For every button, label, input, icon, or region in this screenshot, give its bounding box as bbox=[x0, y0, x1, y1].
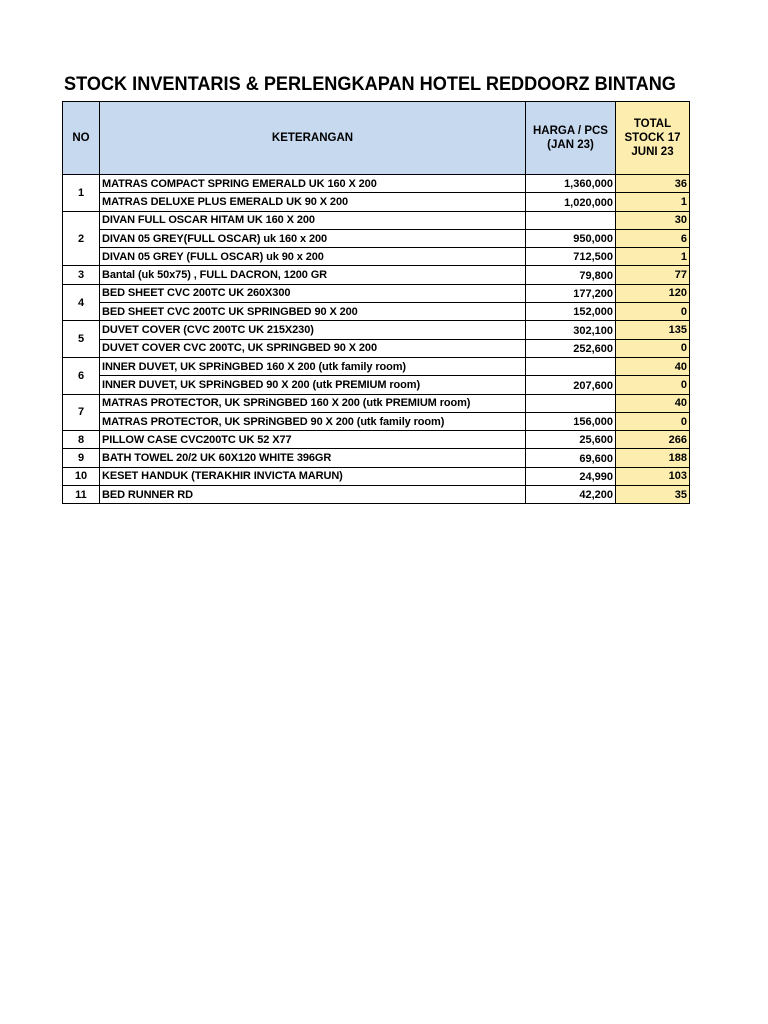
item-price: 156,000 bbox=[526, 412, 616, 430]
item-price: 252,600 bbox=[526, 339, 616, 357]
header-harga: HARGA / PCS (JAN 23) bbox=[526, 102, 616, 175]
item-number: 1 bbox=[63, 175, 100, 212]
item-price bbox=[526, 394, 616, 412]
table-row bbox=[63, 193, 690, 211]
item-description: BED SHEET CVC 200TC UK 260X300 bbox=[100, 284, 526, 302]
item-stock: 1 bbox=[616, 193, 690, 211]
item-price: 207,600 bbox=[526, 376, 616, 394]
item-number: 5 bbox=[63, 321, 100, 358]
item-price: 42,200 bbox=[526, 486, 616, 504]
table-row bbox=[63, 284, 690, 302]
table-row bbox=[63, 376, 690, 394]
item-price: 712,500 bbox=[526, 248, 616, 266]
item-stock: 30 bbox=[616, 211, 690, 229]
table-row bbox=[63, 394, 690, 412]
item-description: BED RUNNER RD bbox=[100, 486, 526, 504]
table-row bbox=[63, 357, 690, 375]
item-stock: 0 bbox=[616, 303, 690, 321]
item-price: 79,800 bbox=[526, 266, 616, 284]
table-row bbox=[63, 412, 690, 430]
header-keterangan: KETERANGAN bbox=[100, 102, 526, 175]
item-price: 24,990 bbox=[526, 467, 616, 485]
item-stock: 0 bbox=[616, 339, 690, 357]
table-row bbox=[63, 321, 690, 339]
item-stock: 0 bbox=[616, 412, 690, 430]
item-stock: 35 bbox=[616, 486, 690, 504]
item-description: DUVET COVER CVC 200TC, UK SPRINGBED 90 X 200 bbox=[100, 339, 526, 357]
item-description: DUVET COVER (CVC 200TC UK 215X230) bbox=[100, 321, 526, 339]
table-row bbox=[63, 339, 690, 357]
item-price: 1,020,000 bbox=[526, 193, 616, 211]
item-stock: 120 bbox=[616, 284, 690, 302]
header-no: NO bbox=[63, 102, 100, 175]
item-description: DIVAN 05 GREY (FULL OSCAR) uk 90 x 200 bbox=[100, 248, 526, 266]
item-number: 6 bbox=[63, 357, 100, 394]
item-price: 950,000 bbox=[526, 229, 616, 247]
item-stock: 36 bbox=[616, 175, 690, 193]
item-description: INNER DUVET, UK SPRiNGBED 160 X 200 (utk family room) bbox=[100, 357, 526, 375]
header-stock: TOTAL STOCK 17 JUNI 23 bbox=[616, 102, 690, 175]
item-stock: 6 bbox=[616, 229, 690, 247]
table-row bbox=[63, 449, 690, 467]
item-price: 25,600 bbox=[526, 431, 616, 449]
item-price: 152,000 bbox=[526, 303, 616, 321]
item-number: 4 bbox=[63, 284, 100, 321]
item-price: 177,200 bbox=[526, 284, 616, 302]
table-row bbox=[63, 431, 690, 449]
item-description: MATRAS DELUXE PLUS EMERALD UK 90 X 200 bbox=[100, 193, 526, 211]
item-stock: 135 bbox=[616, 321, 690, 339]
sheet-title: STOCK INVENTARIS & PERLENGKAPAN HOTEL REDDOORZ BINTANG bbox=[64, 73, 676, 95]
item-description: MATRAS PROTECTOR, UK SPRiNGBED 90 X 200 (utk family room) bbox=[100, 412, 526, 430]
item-number: 10 bbox=[63, 467, 100, 485]
inventory-table bbox=[62, 101, 690, 504]
item-description: KESET HANDUK (TERAKHIR INVICTA MARUN) bbox=[100, 467, 526, 485]
item-price bbox=[526, 357, 616, 375]
item-number: 9 bbox=[63, 449, 100, 467]
table-row bbox=[63, 486, 690, 504]
table-row bbox=[63, 248, 690, 266]
title-container bbox=[64, 70, 689, 98]
item-stock: 188 bbox=[616, 449, 690, 467]
item-description: MATRAS PROTECTOR, UK SPRiNGBED 160 X 200 (utk PREMIUM room) bbox=[100, 394, 526, 412]
item-number: 2 bbox=[63, 211, 100, 266]
item-number: 7 bbox=[63, 394, 100, 431]
item-price: 302,100 bbox=[526, 321, 616, 339]
item-number: 8 bbox=[63, 431, 100, 449]
table-body bbox=[63, 175, 690, 504]
item-description: DIVAN 05 GREY(FULL OSCAR) uk 160 x 200 bbox=[100, 229, 526, 247]
item-price bbox=[526, 211, 616, 229]
item-description: INNER DUVET, UK SPRiNGBED 90 X 200 (utk PREMIUM room) bbox=[100, 376, 526, 394]
table-row bbox=[63, 467, 690, 485]
item-stock: 77 bbox=[616, 266, 690, 284]
item-number: 11 bbox=[63, 486, 100, 504]
item-description: DIVAN FULL OSCAR HITAM UK 160 X 200 bbox=[100, 211, 526, 229]
table-row bbox=[63, 303, 690, 321]
header-row bbox=[63, 102, 690, 175]
item-description: MATRAS COMPACT SPRING EMERALD UK 160 X 200 bbox=[100, 175, 526, 193]
table-row bbox=[63, 211, 690, 229]
item-description: BATH TOWEL 20/2 UK 60X120 WHITE 396GR bbox=[100, 449, 526, 467]
item-stock: 40 bbox=[616, 357, 690, 375]
item-price: 1,360,000 bbox=[526, 175, 616, 193]
item-stock: 1 bbox=[616, 248, 690, 266]
item-stock: 266 bbox=[616, 431, 690, 449]
item-stock: 0 bbox=[616, 376, 690, 394]
item-description: PILLOW CASE CVC200TC UK 52 X77 bbox=[100, 431, 526, 449]
item-description: BED SHEET CVC 200TC UK SPRINGBED 90 X 200 bbox=[100, 303, 526, 321]
item-stock: 103 bbox=[616, 467, 690, 485]
table-row bbox=[63, 175, 690, 193]
table-row bbox=[63, 266, 690, 284]
item-description: Bantal (uk 50x75) , FULL DACRON, 1200 GR bbox=[100, 266, 526, 284]
item-price: 69,600 bbox=[526, 449, 616, 467]
item-stock: 40 bbox=[616, 394, 690, 412]
item-number: 3 bbox=[63, 266, 100, 284]
table-row bbox=[63, 229, 690, 247]
